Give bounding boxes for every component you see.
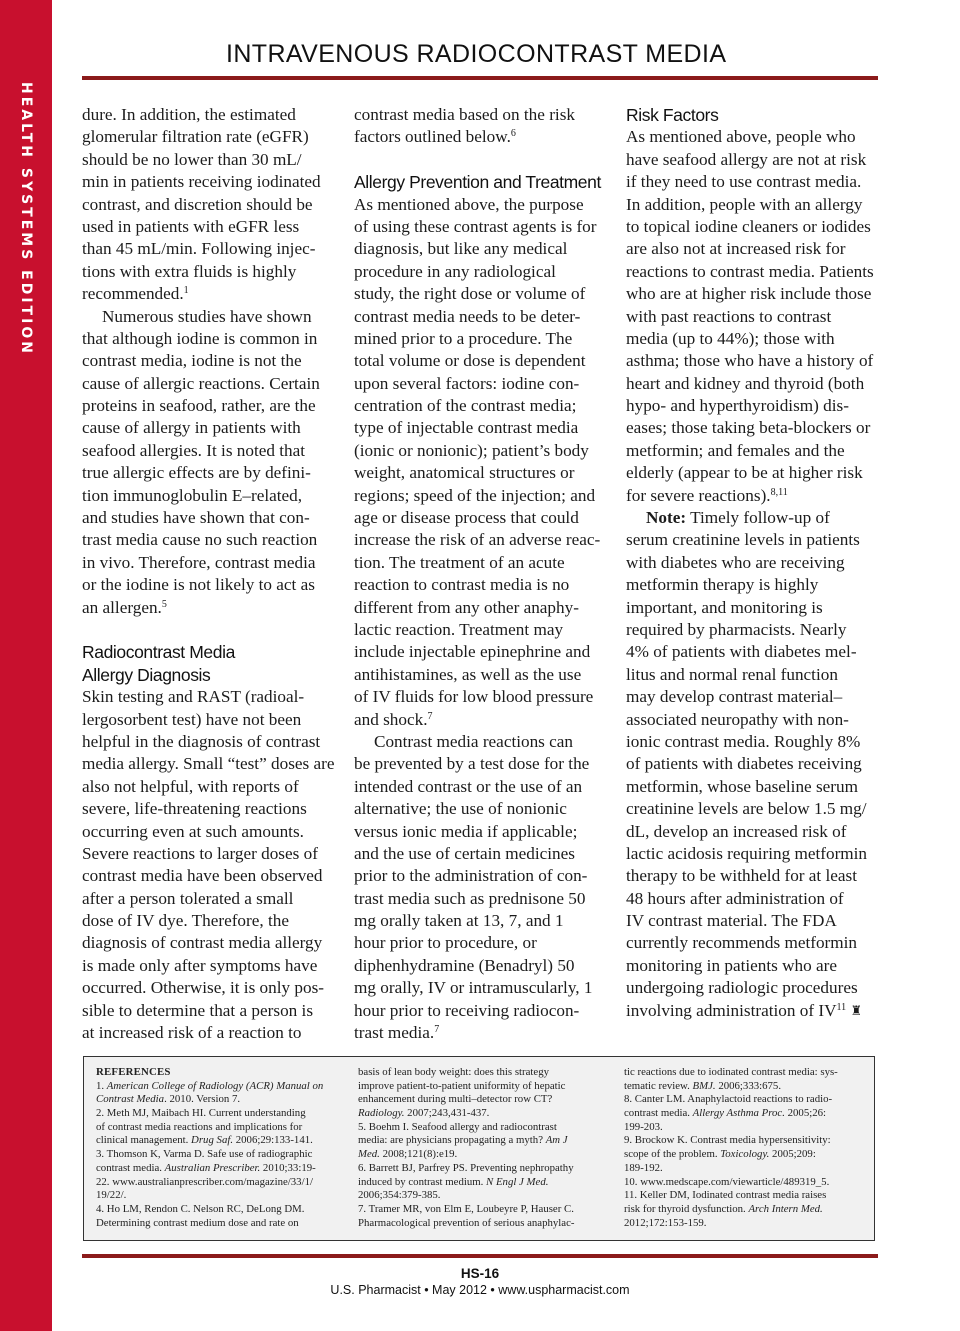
citation-ref: 11 [836,1001,847,1013]
paragraph: Numerous studies have shown that although iodine is common in contrast media, iodine is not the cause of allergic reactions. Certain proteins in seafood, rather, are the cause of allergy in patients with seafood allergies. It is noted that true allergic effects are by defini- tion immunoglobulin E–related, and studies have shown that con- trast media cause no such reaction in vivo. Therefore, contrast media or the iodine is not likely to act as an allergen.$^5$ [82,306,320,617]
paragraph: As mentioned above, the purpose of using these contrast agents is for diagnosis, but like any medical procedure in any radiological study, the right dose or volume of contrast media needs to be deter- mined prior to a procedure. The total volume or dose is dependent upon several factors: iodine con- centration of the contrast media; type of injectable contrast media (ionic or nonionic); patient’s body weight, anatomical structures or regions; speed of the injection; and age or disease process that could increase the risk of an adverse reac- tion. The treatment of an acute reaction to contrast media is no different from any other anaphy- lactic reaction. Treatment may include injectable epinephrine and antihistamines, as well as the use of IV fluids for low blood pressure and shock.$^7$ [354,194,601,729]
note-paragraph: Note: Timely follow-up of serum creatinine levels in patients with diabetes who are receiving metformin therapy is highly important, and monitoring is required by pharmacists. Nearly 4% of patients with diabetes mel- litus and normal renal function may develop contrast material– associated neuropathy with non- ionic contrast media. Roughly 8% of patients with diabetes receiving metformin, whose baseline serum creatinine levels are below 1.5 mg/ dL, develop an increased risk of lactic acidosis requiring metformin therapy to be withheld for at least 48 hours after administration of IV contrast material. The FDA currently recommends metformin monitoring in patients who are undergoing radiologic procedures involving administration of IV$^{11}$ ♜ [626,508,868,1020]
references-column-3: tic reactions due to iodinated contrast media: sys- tematic review. BMJ. 2006;333:675. 8. Canter LM. Anaphylactoid reactions to radio- contrast media. Allergy Asthma Proc. 2005;26: 199-203. 9. Brockow K. Contrast media hypersensitivity: scope of the problem. Toxicology. 2005;209: 189-192. 10. www.medscape.com/viewarticle/489319_5. 11. Keller DM, Iodinated contrast media raises risk for thyroid dysfunction. Arch Intern Med. 2012;172:153-159. [624,1066,869,1230]
note-label: Note: [646,508,687,528]
reference-item: 2. Meth MJ, Maibach HI. Current understanding [96,1107,306,1120]
section-label: HEALTH SYSTEMS EDITION [18,82,34,356]
paragraph: As mentioned above, people who have seafood allergy are not at risk if they need to use contrast media. In addition, people with an allergy to topical iodine cleaners or iodides are also not at increased risk for reactions to contrast media. Patients who are at higher risk include those with past reactions to contrast media (up to 44%); those with asthma; those who have a history of heart and kidney and thyroid (both hypo- and hyperthyroidism) dis- eases; those taking beta-blockers or metformin; and females and the elderly (appear to be at higher risk for severe reactions).$^{8,11}$ [626,127,874,505]
reference-item: 3. Thomson K, Varma D. Safe use of radiographic [96,1148,313,1161]
paragraph: Contrast media reactions can be prevented by a test dose for the intended contrast or the use of an alternative; the use of nonionic versus ionic media if applicable; and the use of certain medicines prior to the administration of con- trast media such as prednisone 50 mg orally taken at 13, 7, and 1 hour prior to procedure, or diphenhydramine (Benadryl) 50 mg orally, IV or intramuscularly, 1 hour prior to receiving radiocon- trast media.$^7$ [354,731,593,1043]
citation-ref: 5 [161,598,167,610]
reference-item: 10. www.medscape.com/viewarticle/489319_5. [624,1175,830,1188]
article-column-1 [82,104,338,1044]
sidebar-band [0,0,52,1331]
reference-item: 9. Brockow K. Contrast media hypersensitivity: [624,1134,831,1147]
reference-item: 11. Keller DM, Iodinated contrast media raises [624,1189,827,1202]
citation-ref: 7 [427,710,433,722]
reference-item: 4. Ho LM, Rendon C. Nelson RC, DeLong DM. [96,1202,305,1215]
citation-ref: 1 [183,285,189,297]
section-heading: Allergy Prevention and Treatment [354,172,601,193]
citation-ref: 7 [434,1024,440,1036]
footer-divider [82,1254,878,1258]
end-mark-icon: ♜ [850,1002,863,1018]
paragraph: contrast media based on the risk factors outlined below.$^6$ [354,105,575,147]
references-column-1: REFERENCES 1. American College of Radiology (ACR) Manual on Contrast Media. 2010. Version 7. 2. Meth MJ, Maibach HI. Current understanding of contrast media reactions and implications for clinical management. Drug Saf. 2006;29:133-141. 3. Thomson K, Varma D. Safe use of radiographic contrast media. Australian Prescriber. 2010;33:19- 22. www.australianprescriber.com/magazine/33/1/ 19/22/. 4. Ho LM, Rendon C. Nelson RC, DeLong DM. Determining contrast medium dose and rate on [96,1066,351,1230]
references-box [83,1056,875,1241]
publication-footer: U.S. Pharmacist • May 2012 • www.uspharmacist.com [330,1283,630,1297]
article-column-3 [626,104,882,1022]
section-heading: Radiocontrast Media Allergy Diagnosis [82,642,235,685]
section-heading: Risk Factors [626,105,719,125]
page-number: HS-16 [460,1266,500,1281]
citation-ref: 8,11 [770,486,788,498]
page-title: INTRAVENOUS RADIOCONTRAST MEDIA [226,40,727,68]
citation-ref: 6 [510,128,516,140]
paragraph: dure. In addition, the estimated glomerular filtration rate (eGFR) should be no lower than 30 mL/ min in patients receiving iodinated contrast, and discretion should be used in patients with eGFR less than 45 mL/min. Following injec- tions with extra fluids is highly recommended.$^1$ [82,105,321,304]
paragraph: Skin testing and RAST (radioal- lergosorbent test) have not been helpful in the diagnosis of contrast media allergy. Small “test” doses are also not helpful, with reports of severe, life-threatening reactions occurring even at such amounts. Severe reactions to larger doses of contrast media have been observed after a person tolerated a small dose of IV dye. Therefore, the diagnosis of contrast media allergy is made only after symptoms have occurred. Otherwise, it is only pos- sible to determine that a person is at increased risk of a reaction to [82,687,335,1043]
references-column-2: basis of lean body weight: does this strategy improve patient-to-patient uniformity of hepatic enhancement during multi–detector row CT? Radiology. 2007;243,431-437. 5. Boehm I. Seafood allergy and radiocontrast media: are physicians propagating a myth? Am J Med. 2008;121(8):e19. 6. Barrett BJ, Parfrey PS. Preventing nephropathy induced by contrast medium. N Engl J Med. 2006;354:379-385. 7. Tramer MR, von Elm E, Loubeyre P, Hauser C. Pharmacological prevention of serious anaphylac- [358,1066,616,1230]
reference-item: 6. Barrett BJ, Parfrey PS. Preventing nephropathy [358,1161,574,1174]
references-title: REFERENCES [96,1066,171,1078]
header-divider [82,76,878,80]
reference-item: 1. American College of Radiology (ACR) Manual on [96,1079,324,1092]
reference-item: 7. Tramer MR, von Elm E, Loubeyre P, Hauser C. [358,1202,574,1215]
reference-item: 5. Boehm I. Seafood allergy and radiocontrast [358,1120,557,1133]
reference-item: 8. Canter LM. Anaphylactoid reactions to radio- [624,1093,833,1106]
article-column-2 [354,104,610,1044]
